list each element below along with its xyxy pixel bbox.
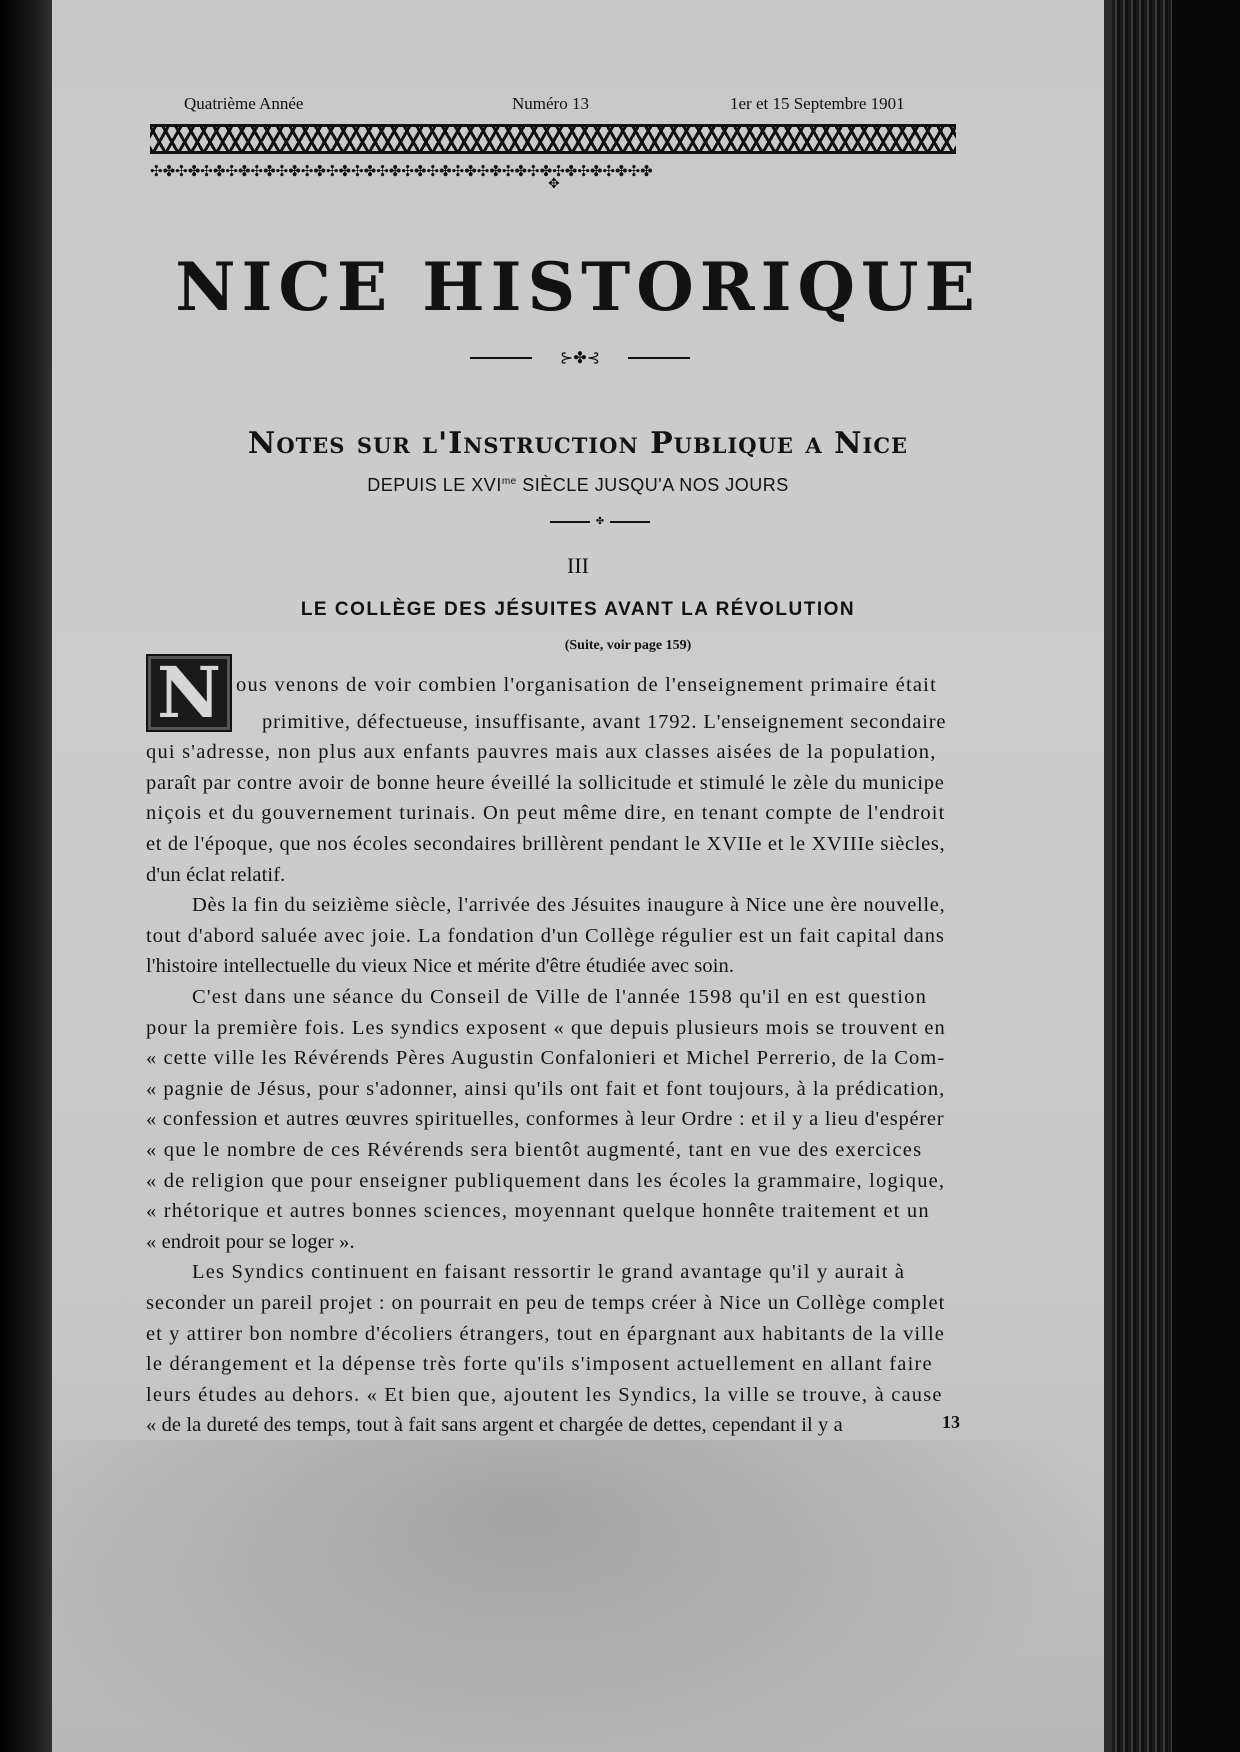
body-line: « endroit pour se loger ». [146, 1231, 355, 1253]
body-line: primitive, défectueuse, insuffisante, avant 1792. L'enseignement secondaire [262, 711, 947, 733]
body-line: « confession et autres œuvres spirituelles, conformes à leur Ordre : et il y a lieu d'espérer [146, 1108, 945, 1130]
running-head [52, 94, 1104, 120]
body-line: seconder un pareil projet : on pourrait en peu de temps créer à Nice un Collège complet [146, 1292, 946, 1314]
running-head-year: Quatrième Année [184, 94, 304, 113]
swash-line-left [470, 357, 532, 359]
body-line: tout d'abord saluée avec joie. La fondation d'un Collège régulier est un fait capital dans [146, 925, 945, 947]
masthead-swash [470, 348, 690, 368]
article-title: Notes sur l'Instruction Publique a Nice [247, 426, 909, 461]
header-ornament-band [150, 124, 956, 194]
masthead-title: NICE HISTORIQUE [175, 248, 981, 326]
body-line: « cette ville les Révérends Pères Augustin Confalonieri et Michel Perrerio, de la Com- [146, 1047, 946, 1069]
body-line: « de la dureté des temps, tout à fait sans argent et chargée de dettes, cependant il y a [146, 1414, 843, 1436]
body-line: leurs études au dehors. « Et bien que, ajoutent les Syndics, la ville se trouve, à cause [146, 1384, 943, 1406]
running-head-date: 1er et 15 Septembre 1901 [730, 94, 905, 113]
body-line: Les Syndics continuent en faisant ressortir le grand avantage qu'il y aurait à [192, 1261, 906, 1283]
body-line: pour la première fois. Les syndics exposent « que depuis plusieurs mois se trouvent en [146, 1017, 946, 1039]
section-title: LE COLLÈGE DES JÉSUITES AVANT LA RÉVOLUTION [300, 599, 856, 620]
ornament-fleurons: ✣✤✣✤✣✤✣✤✣✤✣✤✣✤✣✤✣✤✣✤✣✤✣✤✣✤✣✤✣✤✣✤✣✤✣✤✣✤✣✤ [150, 162, 653, 178]
swash-ornament-icon: ⊱✤⊰ [559, 348, 601, 367]
continuation-note: (Suite, voir page 159) [564, 638, 692, 653]
scan-left-margin [0, 0, 52, 1752]
running-head-number: Numéro 13 [512, 94, 589, 113]
journal-page [52, 0, 1112, 1752]
rule-ornament-icon: ✤ [590, 516, 610, 528]
body-line: le dérangement et la dépense très forte qu'ils s'imposent actuellement en allant faire [146, 1353, 933, 1375]
body-line: l'histoire intellectuelle du vieux Nice et mérite d'être étudiée avec soin. [146, 955, 735, 977]
page-folio: 13 [942, 1412, 960, 1432]
body-line: « que le nombre de ces Révérends sera bientôt augmenté, tant en vue des exercices [146, 1139, 923, 1161]
part-number: III [567, 553, 589, 578]
body-line: « de religion que pour enseigner publiquement dans les écoles la grammaire, logique, [146, 1170, 946, 1192]
book-binding-edge [1112, 0, 1172, 1752]
subtitle-pre: DEPUIS LE XVI [367, 475, 502, 495]
body-line: « rhétorique et autres bonnes sciences, moyennant quelque honnête traitement et un [146, 1200, 930, 1222]
body-line: « pagnie de Jésus, pour s'adonner, ainsi qu'ils ont fait et font toujours, à la prédication, [146, 1078, 946, 1100]
body-line: ous venons de voir combien l'organisation de l'enseignement primaire était [236, 674, 937, 696]
subtitle-sup: me [501, 476, 517, 487]
ornament-drop-icon: ✥ [548, 176, 560, 192]
body-line: paraît par contre avoir de bonne heure éveillé la sollicitude et stimulé le zèle du municipe [146, 772, 945, 794]
drop-cap: N [146, 654, 232, 732]
body-line: C'est dans une séance du Conseil de Ville de l'année 1598 qu'il en est question [192, 986, 928, 1008]
ornament-lattice [150, 124, 956, 154]
swash-line-right [628, 357, 690, 359]
body-line: et de l'époque, que nos écoles secondaires brillèrent pendant le XVIIe et le XVIIIe siècles, [146, 833, 946, 855]
body-line: qui s'adresse, non plus aux enfants pauvres mais aux classes aisées de la population, [146, 741, 937, 763]
body-line: niçois et du gouvernement turinais. On peut même dire, en tenant compte de l'endroit [146, 802, 946, 824]
subtitle-post: SIÈCLE JUSQU'A NOS JOURS [516, 475, 789, 495]
body-line: et y attirer bon nombre d'écoliers étrangers, tout en épargnant aux habitants de la ville [146, 1323, 945, 1345]
body-line: d'un éclat relatif. [146, 864, 286, 886]
article-subtitle [52, 475, 1104, 496]
body-line: Dès la fin du seizième siècle, l'arrivée des Jésuites inaugure à Nice une ère nouvelle, [192, 894, 946, 916]
subtitle-rule [550, 516, 650, 528]
